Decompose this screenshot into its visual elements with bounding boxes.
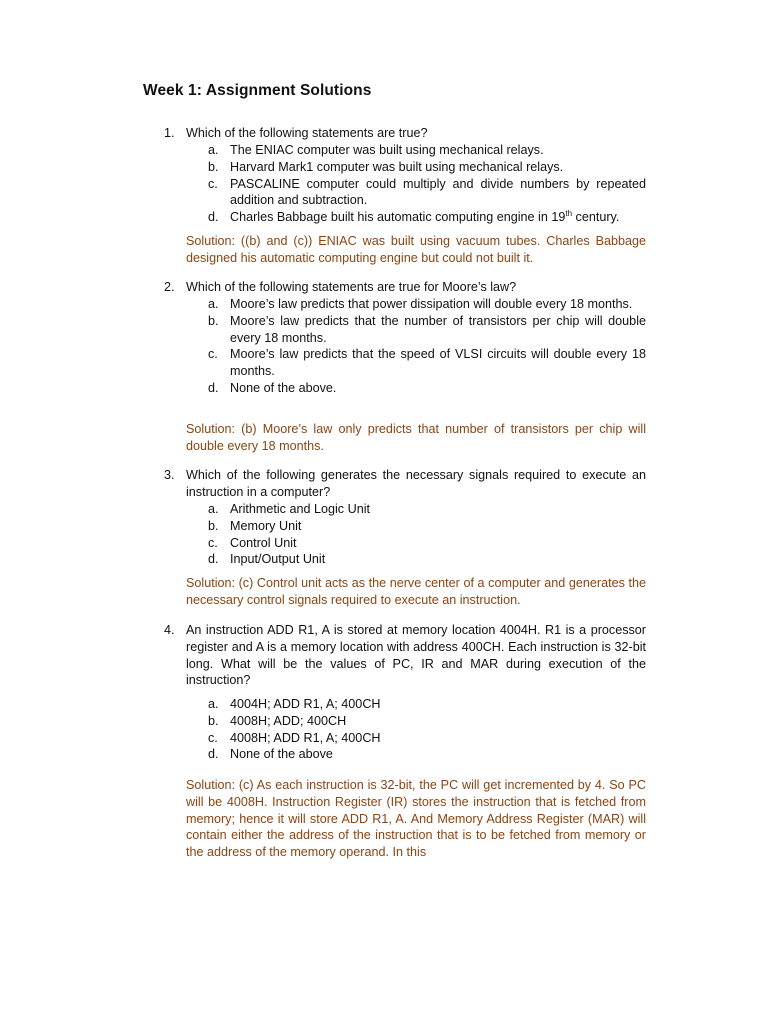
option-letter: b.	[208, 518, 219, 533]
option-b	[208, 159, 646, 176]
option-d	[208, 209, 646, 226]
option-letter: c.	[208, 535, 218, 550]
option-letter: a.	[208, 143, 219, 157]
option-letter: b.	[208, 313, 219, 328]
question-text: An instruction ADD R1, A is stored at memory location 4004H. R1 is a processor register and A is a memory location with address 400CH. Each instruction is 32-bit long. What will be the values of PC, IR and MAR during execution of the instruction?	[186, 623, 646, 688]
option-c	[208, 730, 646, 747]
solution-text: Solution: ((b) and (c)) ENIAC was built using vacuum tubes. Charles Babbage designed his automatic computing engine but could not built it.	[186, 234, 646, 265]
option-b	[208, 518, 646, 535]
option-b	[208, 713, 646, 730]
option-a	[208, 142, 646, 159]
option-letter: d.	[208, 552, 219, 567]
solution-text: Solution: (c) As each instruction is 32-bit, the PC will get incremented by 4. So PC will be 4008H. Instruction Register (IR) stores the instruction that is fetched from memory; hence it will store ADD R1, A. And Memory Address Register (MAR) will contain either the address of the instruction that is to be fetched from memory or the address of the memory operand. In this	[186, 778, 646, 860]
option-text: Moore’s law predicts that the speed of VLSI circuits will double every 18 months.	[230, 347, 646, 379]
question-text: Which of the following statements are true for Moore’s law?	[186, 280, 517, 294]
option-text: Harvard Mark1 computer was built using mechanical relays.	[230, 159, 564, 174]
option-text: The ENIAC computer was built using mechanical relays.	[230, 143, 544, 157]
option-a	[208, 296, 646, 313]
option-b	[208, 313, 646, 347]
option-text: Input/Output Unit	[230, 552, 326, 567]
option-text: 4004H; ADD R1, A; 400CH	[230, 697, 381, 711]
question-number: 1.	[164, 126, 175, 140]
solution-text: Solution: (c) Control unit acts as the nerve center of a computer and generates the necessary control signals required to execute an instruction.	[186, 576, 646, 607]
page-title: Week 1: Assignment Solutions	[143, 82, 372, 99]
option-superscript: th	[565, 209, 573, 218]
option-a	[208, 696, 646, 713]
question-text: Which of the following generates the necessary signals required to execute an instruction in a computer?	[186, 468, 646, 499]
option-a	[208, 501, 646, 518]
option-d	[208, 380, 646, 397]
option-letter: d.	[208, 747, 219, 762]
option-letter: b.	[208, 159, 219, 174]
option-text: Control Unit	[230, 535, 297, 550]
option-d	[208, 551, 646, 568]
option-text: 4008H; ADD; 400CH	[230, 713, 347, 728]
option-text: Charles Babbage built his automatic computing engine in 19	[230, 210, 566, 225]
option-text: None of the above	[230, 747, 333, 762]
option-text: Arithmetic and Logic Unit	[230, 502, 370, 516]
option-letter: a.	[208, 297, 219, 311]
option-letter: d.	[208, 210, 219, 225]
option-letter: a.	[208, 502, 219, 516]
option-letter: a.	[208, 697, 219, 711]
option-text-after: century.	[572, 210, 620, 225]
option-list	[208, 501, 646, 568]
option-letter: d.	[208, 380, 219, 395]
option-letter: c.	[208, 176, 218, 191]
option-text: 4008H; ADD R1, A; 400CH	[230, 730, 381, 745]
question-number: 2.	[164, 280, 175, 294]
option-text: Moore’s law predicts that power dissipation will double every 18 months.	[230, 297, 633, 311]
option-letter: c.	[208, 730, 218, 745]
option-list	[208, 296, 646, 397]
option-list	[208, 696, 646, 763]
option-text: None of the above.	[230, 380, 337, 395]
question-number: 4.	[164, 623, 175, 637]
question-number: 3.	[164, 468, 175, 482]
option-c	[208, 346, 646, 380]
option-c	[208, 176, 646, 210]
option-letter: b.	[208, 713, 219, 728]
solution-text: Solution: (b) Moore’s law only predicts that number of transistors per chip will double every 18 months.	[186, 422, 646, 453]
option-text: Moore’s law predicts that the number of transistors per chip will double every 18 months.	[230, 313, 646, 345]
option-c	[208, 535, 646, 552]
option-text: Memory Unit	[230, 518, 302, 533]
option-text: PASCALINE computer could multiply and divide numbers by repeated addition and subtraction.	[230, 176, 646, 208]
option-d	[208, 746, 646, 763]
option-letter: c.	[208, 347, 218, 362]
question-text: Which of the following statements are true?	[186, 126, 428, 140]
option-list	[208, 142, 646, 226]
